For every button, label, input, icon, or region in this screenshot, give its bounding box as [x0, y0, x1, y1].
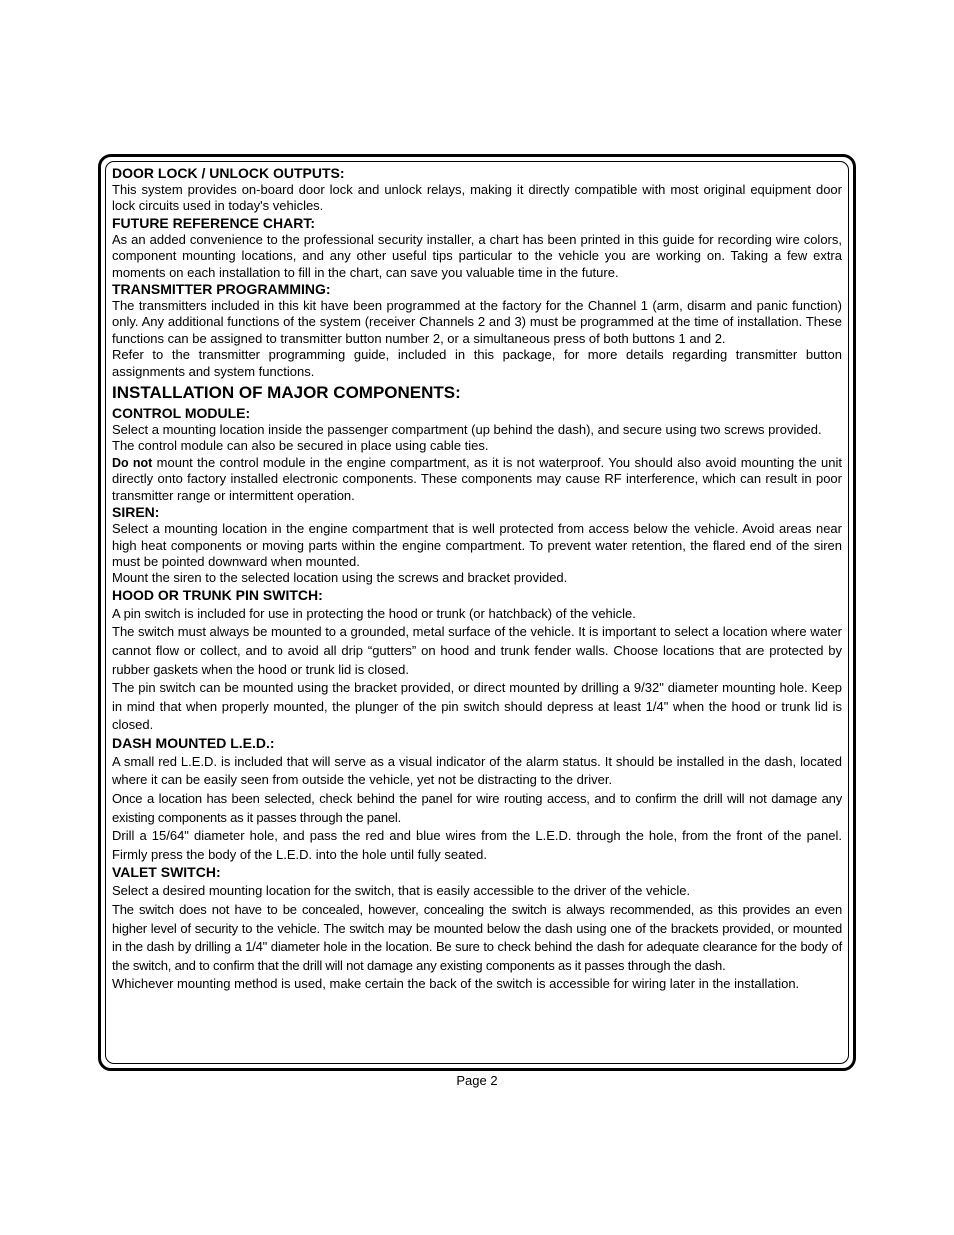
future-reference-section	[112, 215, 842, 281]
section-heading: DOOR LOCK / UNLOCK OUTPUTS:	[112, 165, 345, 181]
paragraph: Mount the siren to the selected location using the screws and bracket provided.	[112, 570, 568, 586]
paragraph: Select a mounting location in the engine compartment that is well protected from access below the vehicle. Avoid areas near high heat components or moving parts within the engine compartment. To prevent water retention, the flared end of the siren must be pointed downward when mounted.	[112, 521, 842, 569]
section-heading: SIREN:	[112, 504, 160, 521]
paragraph: Whichever mounting method is used, make certain the back of the switch is accessible for wiring later in the installation.	[112, 976, 800, 992]
install-title: INSTALLATION OF MAJOR COMPONENTS:	[112, 383, 461, 403]
paragraph	[112, 455, 842, 504]
siren-section	[112, 504, 842, 587]
paragraph: Select a mounting location inside the passenger compartment (up behind the dash), and secure using two screws provided.	[112, 422, 822, 438]
paragraph: The transmitters included in this kit have been programmed at the factory for the Channel 1 (arm, disarm and panic function) only. Any additional functions of the system (receiver Channels 2 and 3) must be programmed at the time of installation. These functions can be assigned to transmitter button number 2, or a simultaneous press of both buttons 1 and 2.	[112, 298, 842, 346]
led-section	[112, 735, 842, 865]
paragraph: Drill a 15/64" diameter hole, and pass the red and blue wires from the L.E.D. through the hole, from the front of the panel. Firmly press the body of the L.E.D. into the hole until fully seated.	[112, 828, 842, 862]
valet-section	[112, 864, 842, 994]
paragraph: Once a location has been selected, check behind the panel for wire routing access, and to confirm the drill will not damage any existing components as it passes through the panel.	[112, 791, 842, 825]
paragraph: The control module can also be secured in place using cable ties.	[112, 438, 489, 454]
transmitter-section	[112, 281, 842, 380]
paragraph: Refer to the transmitter programming guide, included in this package, for more details regarding transmitter button assignments and system functions.	[112, 347, 842, 379]
section-heading: HOOD OR TRUNK PIN SWITCH:	[112, 586, 323, 603]
section-heading: VALET SWITCH:	[112, 864, 221, 881]
paragraph: The switch does not have to be concealed, however, concealing the switch is always recommended, as this provides an even higher level of security to the vehicle. The switch may be mounted below the dash using one of the brackets provided, or mounted in the dash by drilling a 1/4" diameter hole in the location. Be sure to check behind the dash for adequate clearance for the body of the switch, and to confirm that the drill will not damage any existing components as it passes through the dash.	[112, 902, 842, 973]
paragraph-text: mount the control module in the engine compartment, as it is not waterproof. You should also avoid mounting the unit directly onto factory installed electronic components. These components may cause RF interference, which can result in poor transmitter range or intermittent operation.	[112, 454, 842, 503]
page-number: Page 2	[456, 1073, 498, 1088]
door-lock-section	[112, 165, 842, 215]
paragraph: As an added convenience to the professional security installer, a chart has been printed in this guide for recording wire colors, component mounting locations, and any other useful tips particular to the vehicle you are working on. Taking a few extra moments on each installation to fill in the chart, can save you valuable time in the future.	[112, 231, 842, 280]
control-module-section	[112, 405, 842, 504]
paragraph: A pin switch is included for use in protecting the hood or trunk (or hatchback) of the vehicle.	[112, 605, 636, 621]
paragraph: A small red L.E.D. is included that will serve as a visual indicator of the alarm status. It should be installed in the dash, located where it can be easily seen from outside the vehicle, yet not be distracting to the driver.	[112, 753, 842, 788]
document-body	[112, 165, 842, 994]
paragraph: This system provides on-board door lock and unlock relays, making it directly compatible with most original equipment door lock circuits used in today's vehicles.	[112, 182, 842, 214]
loose-block	[112, 587, 842, 994]
paragraph: The switch must always be mounted to a grounded, metal surface of the vehicle. It is important to select a location where water cannot flow or collect, and to avoid all drip “gutters” on hood and trunk fender walls. Choose locations that are protected by rubber gaskets when the hood or trunk lid is closed.	[112, 624, 842, 677]
paragraph: Select a desired mounting location for the switch, that is easily accessible to the driver of the vehicle.	[112, 883, 691, 899]
emphasis: Do not	[112, 455, 153, 470]
pin-switch-section	[112, 587, 842, 735]
paragraph: The pin switch can be mounted using the bracket provided, or direct mounted by drilling a 9/32" diameter mounting hole. Keep in mind that when properly mounted, the plunger of the pin switch should depress at least 1/4" when the hood or trunk lid is closed.	[112, 680, 842, 733]
section-heading: TRANSMITTER PROGRAMMING:	[112, 281, 331, 298]
section-heading: CONTROL MODULE:	[112, 405, 251, 422]
section-heading: FUTURE REFERENCE CHART:	[112, 214, 315, 231]
section-heading: DASH MOUNTED L.E.D.:	[112, 734, 275, 751]
